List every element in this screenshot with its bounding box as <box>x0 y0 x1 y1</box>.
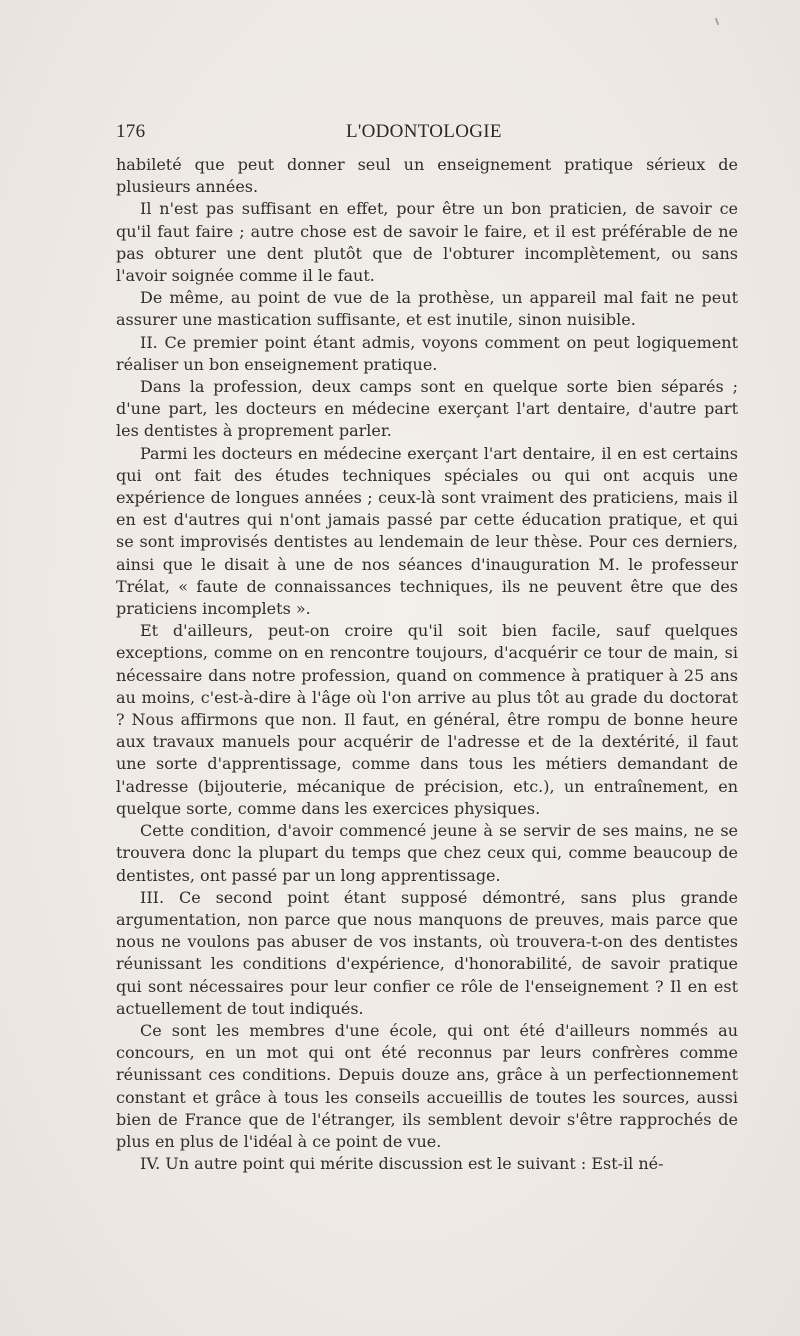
paragraph: Cette condition, d'avoir commencé jeune à se servir de ses mains, ne se trouvera donc la plupart du temps que chez ceux qui, comme beaucoup de dentistes, ont passé par un long apprentissage. <box>116 821 738 885</box>
running-title: L'ODONTOLOGIE <box>346 121 502 142</box>
paragraph: Dans la profession, deux camps sont en quelque sorte bien séparés ; d'une part, les docteurs en médecine exerçant l'art dentaire, d'autre part les dentistes à proprement parler. <box>116 377 738 441</box>
page-header <box>116 121 736 145</box>
paragraph: habileté que peut donner seul un enseignement pratique sérieux de plusieurs années. <box>116 155 738 197</box>
ink-speck <box>715 18 719 25</box>
paragraph: II. Ce premier point étant admis, voyons comment on peut logiquement réaliser un bon enseignement pratique. <box>116 332 738 374</box>
paragraph: Et d'ailleurs, peut-on croire qu'il soit bien facile, sauf quelques exceptions, comme on en rencontre toujours, d'acquérir ce tour de main, si nécessaire dans notre profession, quand on commence à pratiquer à 25 ans au moins, c'est-à-dire à l'âge où l'on arrive au plus tôt au grade du doctorat ? Nous affirmons que non. Il faut, en général, être rompu de bonne heure aux travaux manuels pour acquérir de l'adresse et de la dextérité, il faut une sorte d'apprentissage, comme dans tous les métiers demandant de l'adresse (bijouterie, mécanique de précision, etc.), un entraînement, en quelque sorte, comme dans les exercices physiques. <box>116 621 738 818</box>
paragraph: Parmi les docteurs en médecine exerçant l'art dentaire, il en est certains qui ont fait des études techniques spéciales ou qui ont acquis une expérience de longues années ; ceux-là sont vraiment des praticiens, mais il en est d'autres qui n'ont jamais passé par cette éducation pratique, et qui se sont improvisés dentistes au lendemain de leur thèse. Pour ces derniers, ainsi que le disait à une de nos séances d'inauguration M. le professeur Trélat, « faute de connaissances techniques, ils ne peuvent être que des praticiens incomplets ». <box>116 443 738 619</box>
paragraph: IV. Un autre point qui mérite discussion est le suivant : Est-il né- <box>140 1154 664 1174</box>
paragraph: III. Ce second point étant supposé démontré, sans plus grande argumentation, non parce que nous manquons de preuves, mais parce que nous ne voulons pas abuser de vos instants, où trouvera-t-on des dentistes réunissant les conditions d'expérience, d'honorabilité, de savoir pratique qui sont nécessaires pour leur confier ce rôle de l'enseignement ? Il en est actuellement de tout indiqués. <box>116 887 738 1018</box>
body-text <box>116 154 738 1175</box>
page-number: 176 <box>116 121 146 142</box>
paragraph: Il n'est pas suffisant en effet, pour être un bon praticien, de savoir ce qu'il faut faire ; autre chose est de savoir le faire, et il est préférable de ne pas obturer une dent plutôt que de l'obturer incomplètement, ou sans l'avoir soignée comme il le faut. <box>116 199 738 286</box>
paragraph: De même, au point de vue de la prothèse, un appareil mal fait ne peut assurer une mastication suffisante, et est inutile, sinon nuisible. <box>116 288 738 330</box>
paragraph: Ce sont les membres d'une école, qui ont été d'ailleurs nommés au concours, en un mot qui ont été reconnus par leurs confrères comme réunissant ces conditions. Depuis douze ans, grâce à un perfectionnement constant et grâce à tous les conseils accueillis de toutes les sources, aussi bien de France que de l'étranger, ils semblent devoir s'être rapprochés de plus en plus de l'idéal à ce point de vue. <box>116 1020 738 1151</box>
